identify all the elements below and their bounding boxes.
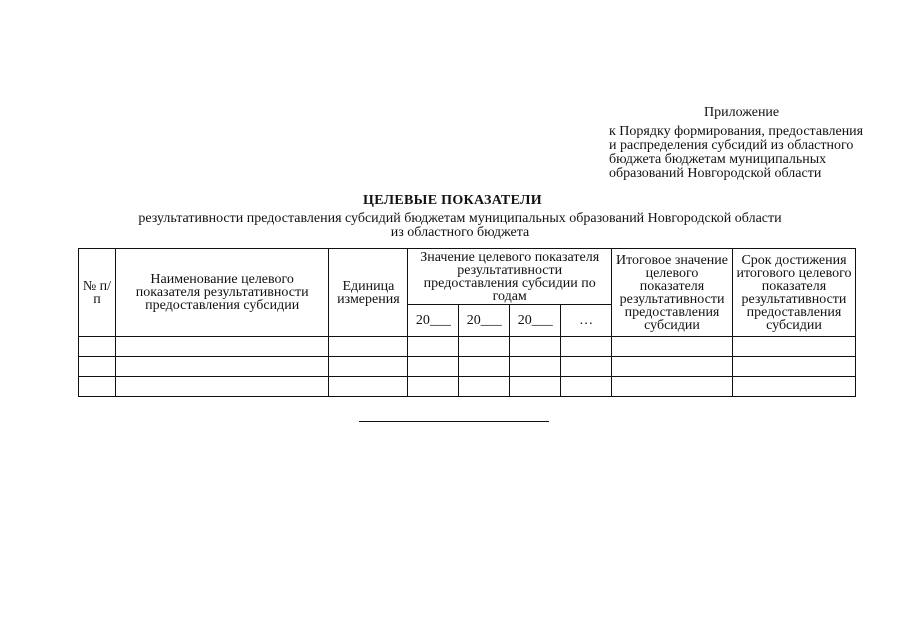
table-cell [732,337,855,357]
table-cell [510,377,561,397]
table-cell [115,377,329,397]
table-cell [612,357,733,377]
appendix-reference: к Порядку формирования, предоставления и распределения субсидий из областного бюджета бюджетам муниципальных образований Новгородской области [609,124,864,181]
table-cell [732,377,855,397]
header-values-by-year: Значение целевого показателя результативности предоставления субсидии по годам [408,249,612,305]
table-cell [561,377,612,397]
table-cell [79,337,116,357]
header-number: № п/п [79,249,116,337]
table-cell [408,377,459,397]
header-indicator-name: Наименование целевого показателя результативности предоставления субсидии [115,249,329,337]
table-row [79,377,856,397]
table-cell [329,337,408,357]
table-cell [329,377,408,397]
table-cell [561,337,612,357]
table-cell [459,337,510,357]
closing-rule [359,421,549,422]
header-final-value: Итоговое значение целевого показателя результативности предоставления субсидии [612,249,733,337]
table-cell [612,337,733,357]
table-cell [115,357,329,377]
table-row [79,357,856,377]
year-column-3: 20___ [510,305,561,337]
year-column-1: 20___ [408,305,459,337]
table-cell [510,357,561,377]
document-title: ЦЕЛЕВЫЕ ПОКАЗАТЕЛИ [363,193,542,208]
table-cell [408,337,459,357]
indicators-table [78,248,856,397]
table-cell [459,377,510,397]
appendix-title: Приложение [704,105,780,120]
header-deadline: Срок достижения итогового целевого показателя результативности предоставления субсидии [732,249,855,337]
table-cell [561,357,612,377]
table-cell [459,357,510,377]
year-column-2: 20___ [459,305,510,337]
table-cell [732,357,855,377]
table-cell [79,377,116,397]
table-cell [612,377,733,397]
document-subtitle: результативности предоставления субсидий бюджетам муниципальных образований Новгородской области из областного бюджета [138,211,782,240]
header-unit: Единица измерения [329,249,408,337]
table-cell [510,337,561,357]
table-row [79,337,856,357]
table-cell [329,357,408,377]
year-column-more: … [561,305,612,337]
table-cell [115,337,329,357]
table-cell [408,357,459,377]
table-cell [79,357,116,377]
